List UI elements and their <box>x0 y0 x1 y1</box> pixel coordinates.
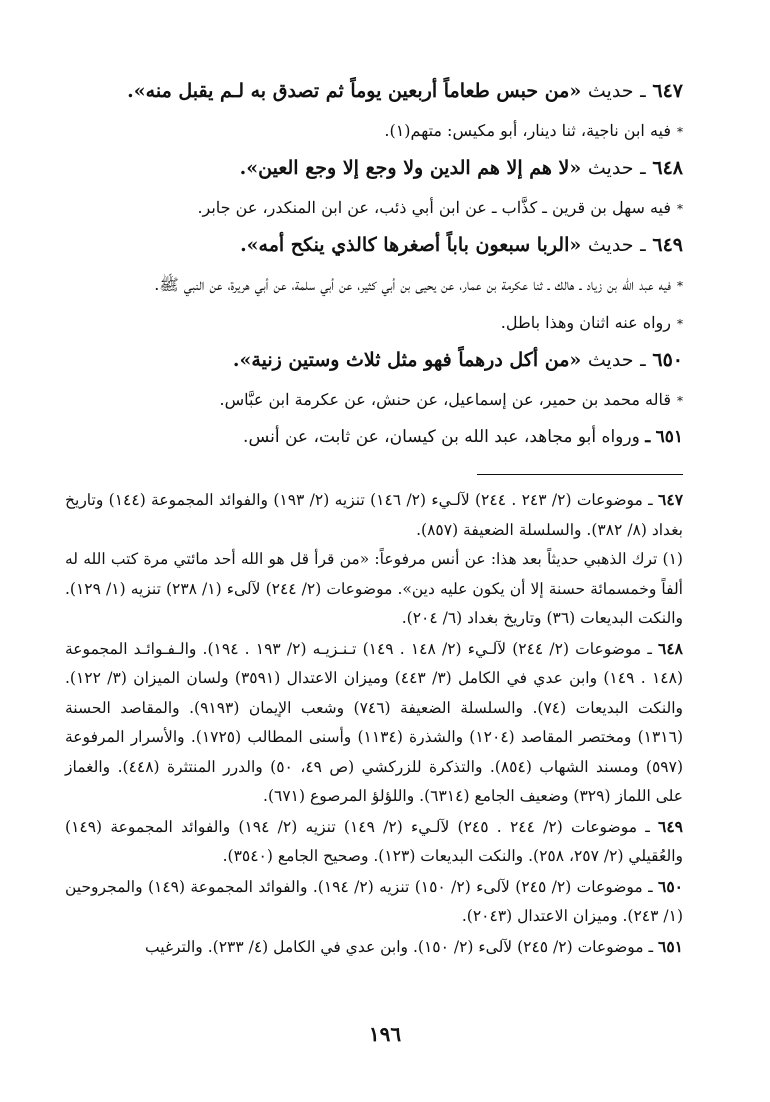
footnote-number: ٦٤٩ <box>658 816 683 836</box>
hadith-648 <box>65 155 683 181</box>
footnote-648 <box>65 634 683 812</box>
star-marker: * <box>677 202 683 216</box>
footnote-number: ٦٥٠ <box>658 876 683 896</box>
dash: ـ <box>640 80 646 102</box>
hadith-647 <box>65 78 683 104</box>
dash: ـ <box>640 157 646 179</box>
page-body <box>65 78 683 962</box>
note-text: قاله محمد بن حمير، عن إسماعيل، عن حنش، عن عكرمة ابن عبَّاس. <box>219 390 671 409</box>
footnote-text: ـ موضوعات (٢/ ٢٤٥) لآلىء (٢/ ١٥٠). وابن عدي في الكامل (٤/ ٢٣٣). والترغيب <box>145 937 654 956</box>
hadith-text: ورواه أبو مجاهد، عبد الله بن كيسان، عن ثابت، عن أنس. <box>243 427 640 447</box>
footnote-number: (١) <box>662 550 683 568</box>
note-text: فيه عبد الله بن زياد ـ هالك ـ ثنا عكرمة بن عمار، عن يحيى بن أبي كثير، عن أبي سلمة، عن أبي هريرة، عن النبي ﷺ. <box>154 275 671 294</box>
note-text: رواه عنه اثنان وهذا باطل. <box>500 313 671 332</box>
hadith-number: ٦٤٩ <box>652 234 683 256</box>
dash: ـ <box>645 427 651 447</box>
footnote-number: ٦٤٨ <box>658 638 684 658</box>
hadith-text: «لا هم إلا هم الدين ولا وجع إلا وجع العين». <box>239 157 582 179</box>
star-marker: * <box>677 279 683 293</box>
hadith-number: ٦٥٠ <box>652 349 683 371</box>
star-marker: * <box>677 125 683 139</box>
footnote-text: ـ موضوعات (٢/ ٢٤٤ . ٢٤٥) لآلـيء (٢/ ١٤٩) تنزيه (٢/ ١٩٤) والفوائد المجموعة (١٤٩) والعُقيلي (٢/ ٢٥٧، ٢٥٨). والنكت البديعات (١٢٣). وصحيح الجامع (٣٥٤٠). <box>65 817 683 865</box>
footnote-separator <box>477 474 683 475</box>
star-marker: * <box>677 317 683 331</box>
hadith-text: «من حبس طعاماً أربعين يوماً ثم تصدق به لـم يقبل منه». <box>127 80 582 102</box>
dash: ـ <box>640 349 646 371</box>
footnote-number: ٦٥١ <box>658 936 683 956</box>
hadith-text: «الربا سبعون باباً أصغرها كالذي ينكح أمه». <box>240 234 582 256</box>
hadith-number: ٦٥١ <box>655 427 683 447</box>
hadith-lead: حديث <box>587 234 634 256</box>
hadith-lead: حديث <box>587 157 634 179</box>
hadith-number: ٦٤٨ <box>652 157 683 179</box>
note-649 <box>65 271 683 300</box>
star-marker: * <box>677 394 683 408</box>
hadith-649 <box>65 232 683 258</box>
footnote-649 <box>65 812 683 872</box>
note-649-b <box>65 309 683 338</box>
footnote-text: ترك الذهبي حديثاً بعد هذا: عن أنس مرفوعاً: «من قرأ قل هو الله أحد مائتي مرة كتب الله له ألفاً وخمسمائة حسنة إلا أن يكون عليه دين». موضوعات (٢/ ٢٤٤) لآلىء (١/ ٢٣٨) تنزيه (١/ ١٢٩). والنكت البديعات (٣٦) وتاريخ بغداد (٦/ ٢٠٤). <box>65 550 683 627</box>
footnote-text: ـ موضوعات (٢/ ٢٤٤) لآلـيء (٢/ ١٤٨ . ١٤٩) تـنـزيـه (٢/ ١٩٣ . ١٩٤). والـفـوائـد المجموعة (١٤٨ . ١٤٩) وابن عدي في الكامل (٣/ ٤٤٣) وميزان الاعتدال (٣٥٩١) ولسان الميزان (٣/ ١٢٢). والنكت البديعات (٧٤). والسلسلة الضعيفة (٧٤٦) وشعب الإيمان (٩١٩٣). والمقاصد الحسنة (١٣١٦) ومختصر المقاصد (١٢٠٤) والشذرة (١١٣٤) وأسنى المطالب (١٧٢٥). والأسرار المرفوعة (٥٩٧) ومسند الشهاب (٨٥٤). والتذكرة للزركشي (ص ٤٩، ٥٠) والدرر المنتثرة (٤٤٨). والغماز على اللماز (٣٢٩) وضعيف الجامع (٦٣١٤). واللؤلؤ المرصوع (٦٧١). <box>65 639 684 805</box>
footnote-1 <box>65 545 683 634</box>
note-648 <box>65 194 683 223</box>
hadith-651 <box>65 424 683 450</box>
footnote-number: ٦٤٧ <box>658 490 684 509</box>
hadith-text: «من أكل درهماً فهو مثل ثلاث وستين زنية». <box>232 349 582 371</box>
hadith-number: ٦٤٧ <box>652 80 683 102</box>
footnote-647 <box>65 485 683 545</box>
footnote-text: ـ موضوعات (٢/ ٢٤٣ . ٢٤٤) لآلـيء (٢/ ١٤٦) تنزيه (٢/ ١٩٣) والفوائد المجموعة (١٤٤) وتاريخ بغداد (٨/ ٣٨٢). والسلسلة الضعيفة (٨٥٧). <box>65 491 683 539</box>
hadith-650 <box>65 347 683 373</box>
hadith-lead: حديث <box>587 349 634 371</box>
footnote-650 <box>65 872 683 932</box>
dash: ـ <box>640 234 646 256</box>
page-number: ١٩٦ <box>368 1022 402 1046</box>
note-650 <box>65 386 683 415</box>
footnote-651 <box>65 932 683 963</box>
hadith-lead: حديث <box>587 80 634 102</box>
note-647 <box>65 117 683 146</box>
footnote-text: ـ موضوعات (٢/ ٢٤٥) لآلىء (٢/ ١٥٠) تنزيه (٢/ ١٩٤). والفوائد المجموعة (١٤٩) والمجروحين (١/ ٢٤٣). وميزان الاعتدال (٢٠٤٣). <box>65 877 683 925</box>
note-text: فيه ابن ناجية، ثنا دينار، أبو مكيس: متهم(١). <box>384 121 671 140</box>
note-text: فيه سهل بن قرين ـ كذَّاب ـ عن ابن أبي ذئب، عن ابن المنكدر، عن جابر. <box>197 198 671 217</box>
